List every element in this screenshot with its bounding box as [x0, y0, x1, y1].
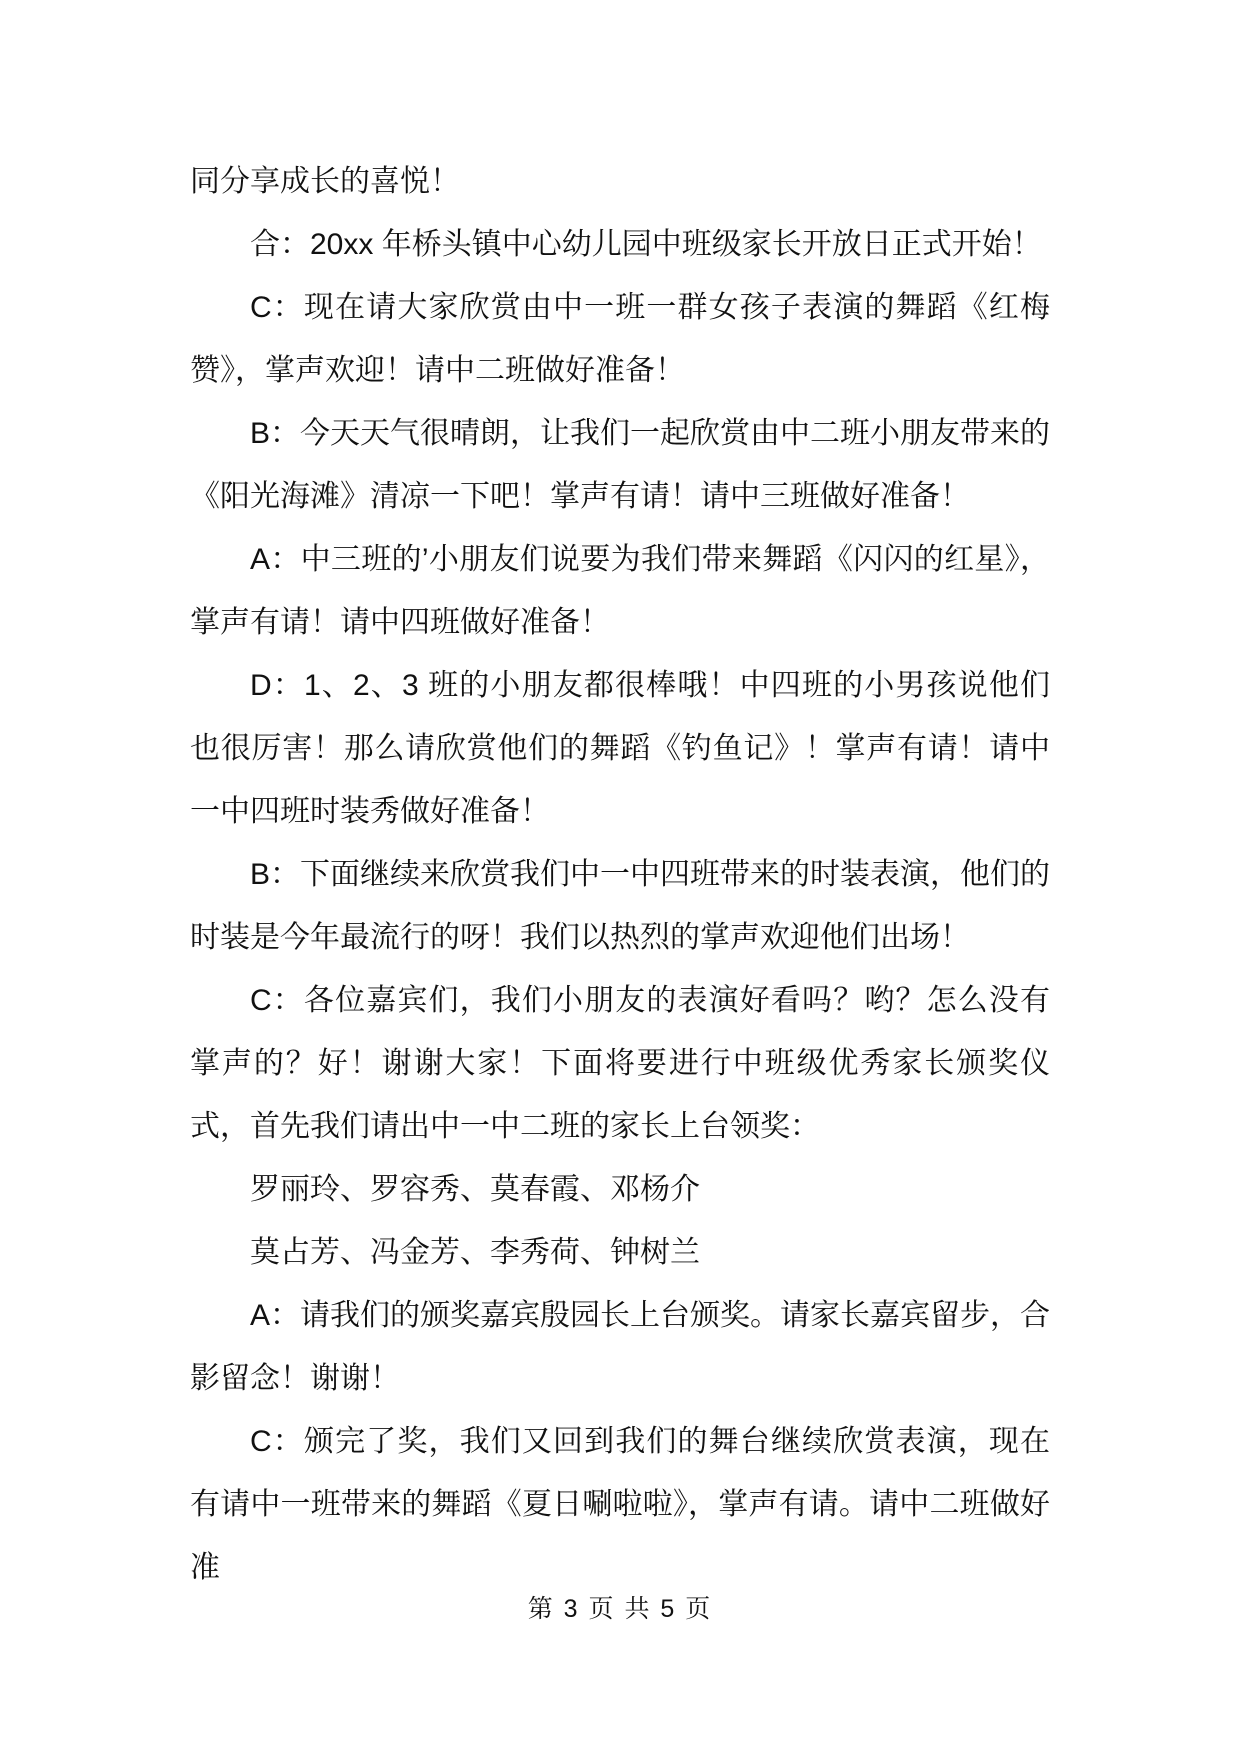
- paragraph: B：今天天气很晴朗，让我们一起欣赏由中二班小朋友带来的《阳光海滩》清凉一下吧！掌声有请！请中三班做好准备！: [190, 417, 1051, 513]
- paragraph-name-list: 罗丽玲、罗容秀、莫春霞、邓杨介: [250, 1173, 700, 1206]
- paragraph: B：下面继续来欣赏我们中一中四班带来的时装表演，他们的时装是今年最流行的呀！我们以热烈的掌声欢迎他们出场！: [190, 858, 1051, 954]
- paragraph: C：颁完了奖，我们又回到我们的舞台继续欣赏表演，现在有请中一班带来的舞蹈《夏日唰啦啦》，掌声有请。请中二班做好准: [190, 1425, 1050, 1584]
- paragraph-name-list: 莫占芳、冯金芳、李秀荷、钟树兰: [250, 1236, 700, 1269]
- paragraph: A：中三班的’小朋友们说要为我们带来舞蹈《闪闪的红星》，掌声有请！请中四班做好准备！: [190, 543, 1050, 639]
- paragraph: 合：20xx 年桥头镇中心幼儿园中班级家长开放日正式开始！: [250, 228, 1042, 261]
- paragraph: D：1、2、3 班的小朋友都很棒哦！中四班的小男孩说他们也很厉害！那么请欣赏他们的舞蹈《钓鱼记》！掌声有请！请中一中四班时装秀做好准备！: [190, 669, 1050, 828]
- paragraph: 同分享成长的喜悦！: [190, 165, 460, 198]
- document-body: [190, 150, 1050, 1599]
- page-footer: [0, 1592, 1240, 1626]
- page-number-text: 第 3 页 共 5 页: [527, 1595, 713, 1623]
- paragraph: A：请我们的颁奖嘉宾殷园长上台颁奖。请家长嘉宾留步，合影留念！谢谢！: [190, 1299, 1051, 1395]
- paragraph: C：各位嘉宾们，我们小朋友的表演好看吗？哟？怎么没有掌声的？好！谢谢大家！下面将要进行中班级优秀家长颁奖仪式，首先我们请出中一中二班的家长上台领奖：: [190, 984, 1050, 1143]
- paragraph: C：现在请大家欣赏由中一班一群女孩子表演的舞蹈《红梅赞》，掌声欢迎！请中二班做好准备！: [190, 291, 1050, 387]
